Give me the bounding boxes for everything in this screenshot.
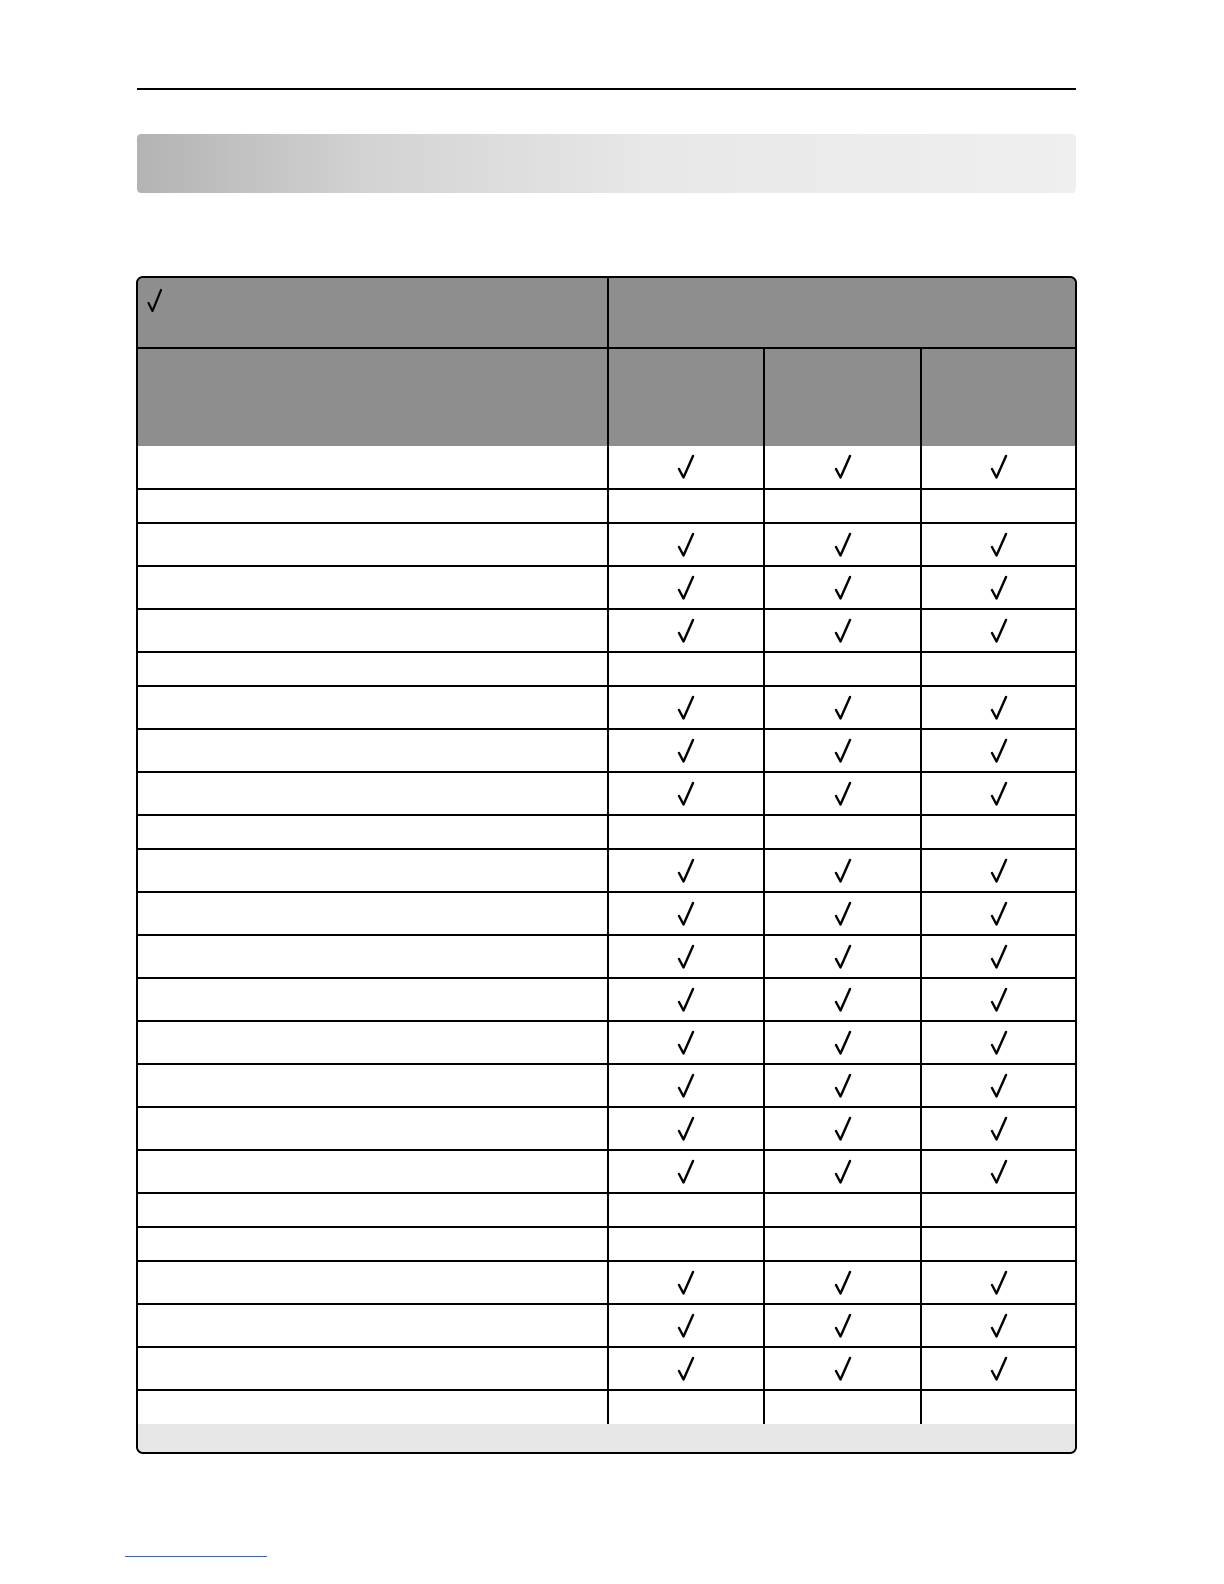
check-icon xyxy=(677,987,695,1013)
support-cell xyxy=(921,1021,1075,1064)
support-cell xyxy=(764,815,921,849)
section-title-bar xyxy=(137,134,1076,193)
check-icon xyxy=(677,738,695,764)
check-icon xyxy=(990,738,1008,764)
table-row xyxy=(138,1064,1075,1107)
support-cell xyxy=(764,1150,921,1193)
support-cell xyxy=(764,729,921,772)
support-cell xyxy=(921,523,1075,566)
check-icon xyxy=(677,1073,695,1099)
support-cell xyxy=(608,686,764,729)
table-row xyxy=(138,978,1075,1021)
column-header xyxy=(921,348,1075,446)
support-cell xyxy=(921,652,1075,686)
support-cell xyxy=(608,1193,764,1227)
check-icon xyxy=(834,1030,852,1056)
table-row xyxy=(138,446,1075,489)
support-cell xyxy=(608,1064,764,1107)
check-icon xyxy=(990,1073,1008,1099)
check-icon xyxy=(990,575,1008,601)
check-icon xyxy=(990,901,1008,927)
support-cell xyxy=(608,772,764,815)
check-icon xyxy=(990,781,1008,807)
row-label xyxy=(138,1107,608,1150)
footer-link[interactable] xyxy=(125,1556,267,1557)
table-row xyxy=(138,1150,1075,1193)
row-label xyxy=(138,652,608,686)
group-header xyxy=(608,278,1075,348)
support-cell xyxy=(764,686,921,729)
table-row xyxy=(138,849,1075,892)
table-row xyxy=(138,892,1075,935)
check-icon xyxy=(677,1030,695,1056)
support-cell xyxy=(608,815,764,849)
check-icon xyxy=(677,454,695,480)
support-cell xyxy=(764,566,921,609)
check-icon xyxy=(834,695,852,721)
check-icon xyxy=(834,618,852,644)
support-cell xyxy=(608,609,764,652)
check-icon xyxy=(990,1030,1008,1056)
support-cell xyxy=(921,489,1075,523)
support-cell xyxy=(608,1390,764,1424)
support-cell xyxy=(764,1304,921,1347)
support-cell xyxy=(764,772,921,815)
support-cell xyxy=(921,566,1075,609)
support-cell xyxy=(921,1261,1075,1304)
row-label xyxy=(138,935,608,978)
check-icon xyxy=(834,781,852,807)
check-icon xyxy=(834,1356,852,1382)
support-cell xyxy=(921,772,1075,815)
check-icon xyxy=(990,1270,1008,1296)
category-row xyxy=(138,1390,1075,1424)
check-icon xyxy=(990,695,1008,721)
check-icon xyxy=(677,1270,695,1296)
category-row xyxy=(138,1227,1075,1261)
support-cell xyxy=(921,1304,1075,1347)
table-row xyxy=(138,1304,1075,1347)
check-icon xyxy=(834,1159,852,1185)
support-cell xyxy=(608,566,764,609)
row-label xyxy=(138,1021,608,1064)
row-label xyxy=(138,1193,608,1227)
row-label xyxy=(138,1347,608,1390)
support-cell xyxy=(921,935,1075,978)
row-label xyxy=(138,815,608,849)
support-cell xyxy=(608,935,764,978)
support-table-container xyxy=(136,276,1077,1454)
feature-support-table xyxy=(138,278,1075,1454)
row-label xyxy=(138,729,608,772)
check-icon xyxy=(677,618,695,644)
table-row xyxy=(138,566,1075,609)
support-cell xyxy=(764,849,921,892)
table-row xyxy=(138,729,1075,772)
column-header xyxy=(608,348,764,446)
table-row xyxy=(138,935,1075,978)
row-label xyxy=(138,978,608,1021)
check-icon xyxy=(677,781,695,807)
support-cell xyxy=(608,1227,764,1261)
check-icon xyxy=(990,1159,1008,1185)
support-cell xyxy=(608,523,764,566)
feature-column-header xyxy=(138,348,608,446)
row-label xyxy=(138,1064,608,1107)
support-cell xyxy=(764,978,921,1021)
check-icon xyxy=(990,858,1008,884)
check-icon xyxy=(834,575,852,601)
support-cell xyxy=(921,609,1075,652)
support-cell xyxy=(921,849,1075,892)
check-icon xyxy=(990,454,1008,480)
header-rule xyxy=(137,88,1076,90)
check-icon xyxy=(677,1159,695,1185)
row-label xyxy=(138,446,608,489)
check-icon xyxy=(677,1356,695,1382)
check-icon xyxy=(677,695,695,721)
support-cell xyxy=(764,489,921,523)
check-icon xyxy=(990,1356,1008,1382)
table-body xyxy=(138,446,1075,1424)
support-cell xyxy=(608,1261,764,1304)
check-icon xyxy=(990,1313,1008,1339)
table-footnote xyxy=(138,1424,1075,1454)
support-cell xyxy=(764,652,921,686)
support-cell xyxy=(921,446,1075,489)
support-cell xyxy=(608,489,764,523)
table-row xyxy=(138,772,1075,815)
support-cell xyxy=(764,1021,921,1064)
check-icon xyxy=(677,858,695,884)
category-row xyxy=(138,1193,1075,1227)
check-icon xyxy=(677,1116,695,1142)
support-cell xyxy=(921,1064,1075,1107)
support-cell xyxy=(764,446,921,489)
row-label xyxy=(138,1261,608,1304)
support-cell xyxy=(921,1227,1075,1261)
support-cell xyxy=(608,978,764,1021)
check-icon xyxy=(834,987,852,1013)
check-icon xyxy=(834,1313,852,1339)
support-cell xyxy=(764,892,921,935)
support-cell xyxy=(921,729,1075,772)
table-row xyxy=(138,1021,1075,1064)
support-cell xyxy=(608,1347,764,1390)
support-cell xyxy=(764,1261,921,1304)
support-cell xyxy=(764,1107,921,1150)
check-icon xyxy=(677,1313,695,1339)
support-cell xyxy=(764,1064,921,1107)
check-icon xyxy=(677,901,695,927)
check-icon xyxy=(834,738,852,764)
row-label xyxy=(138,1390,608,1424)
check-icon xyxy=(677,575,695,601)
row-label xyxy=(138,489,608,523)
support-cell xyxy=(608,849,764,892)
row-label xyxy=(138,686,608,729)
category-row xyxy=(138,815,1075,849)
table-row xyxy=(138,523,1075,566)
check-icon xyxy=(990,944,1008,970)
row-label xyxy=(138,849,608,892)
check-icon xyxy=(834,1270,852,1296)
support-cell xyxy=(608,1304,764,1347)
check-icon xyxy=(834,1073,852,1099)
row-label xyxy=(138,1227,608,1261)
check-icon xyxy=(990,1116,1008,1142)
support-cell xyxy=(921,815,1075,849)
support-cell xyxy=(921,978,1075,1021)
support-cell xyxy=(764,935,921,978)
category-row xyxy=(138,652,1075,686)
support-cell xyxy=(764,1347,921,1390)
row-label xyxy=(138,772,608,815)
check-icon xyxy=(834,901,852,927)
table-row xyxy=(138,1261,1075,1304)
check-icon xyxy=(834,858,852,884)
support-cell xyxy=(921,892,1075,935)
support-cell xyxy=(608,652,764,686)
support-cell xyxy=(921,686,1075,729)
support-cell xyxy=(608,729,764,772)
table-row xyxy=(138,1347,1075,1390)
table-row xyxy=(138,686,1075,729)
support-cell xyxy=(921,1390,1075,1424)
support-cell xyxy=(608,892,764,935)
legend-cell xyxy=(138,278,608,348)
check-icon xyxy=(990,987,1008,1013)
support-cell xyxy=(608,1150,764,1193)
support-cell xyxy=(764,1193,921,1227)
row-label xyxy=(138,523,608,566)
support-cell xyxy=(764,523,921,566)
support-cell xyxy=(921,1193,1075,1227)
column-header xyxy=(764,348,921,446)
check-icon xyxy=(834,944,852,970)
support-cell xyxy=(921,1107,1075,1150)
check-icon xyxy=(677,532,695,558)
support-cell xyxy=(764,609,921,652)
row-label xyxy=(138,609,608,652)
row-label xyxy=(138,892,608,935)
support-cell xyxy=(764,1227,921,1261)
support-cell xyxy=(764,1390,921,1424)
check-icon xyxy=(990,532,1008,558)
support-cell xyxy=(608,446,764,489)
check-icon xyxy=(834,454,852,480)
check-icon xyxy=(677,944,695,970)
check-icon xyxy=(834,1116,852,1142)
row-label xyxy=(138,1150,608,1193)
category-row xyxy=(138,489,1075,523)
table-row xyxy=(138,609,1075,652)
row-label xyxy=(138,566,608,609)
support-cell xyxy=(921,1347,1075,1390)
check-icon xyxy=(834,532,852,558)
check-icon xyxy=(147,288,163,314)
support-cell xyxy=(608,1021,764,1064)
check-icon xyxy=(990,618,1008,644)
table-row xyxy=(138,1107,1075,1150)
row-label xyxy=(138,1304,608,1347)
support-cell xyxy=(608,1107,764,1150)
support-cell xyxy=(921,1150,1075,1193)
